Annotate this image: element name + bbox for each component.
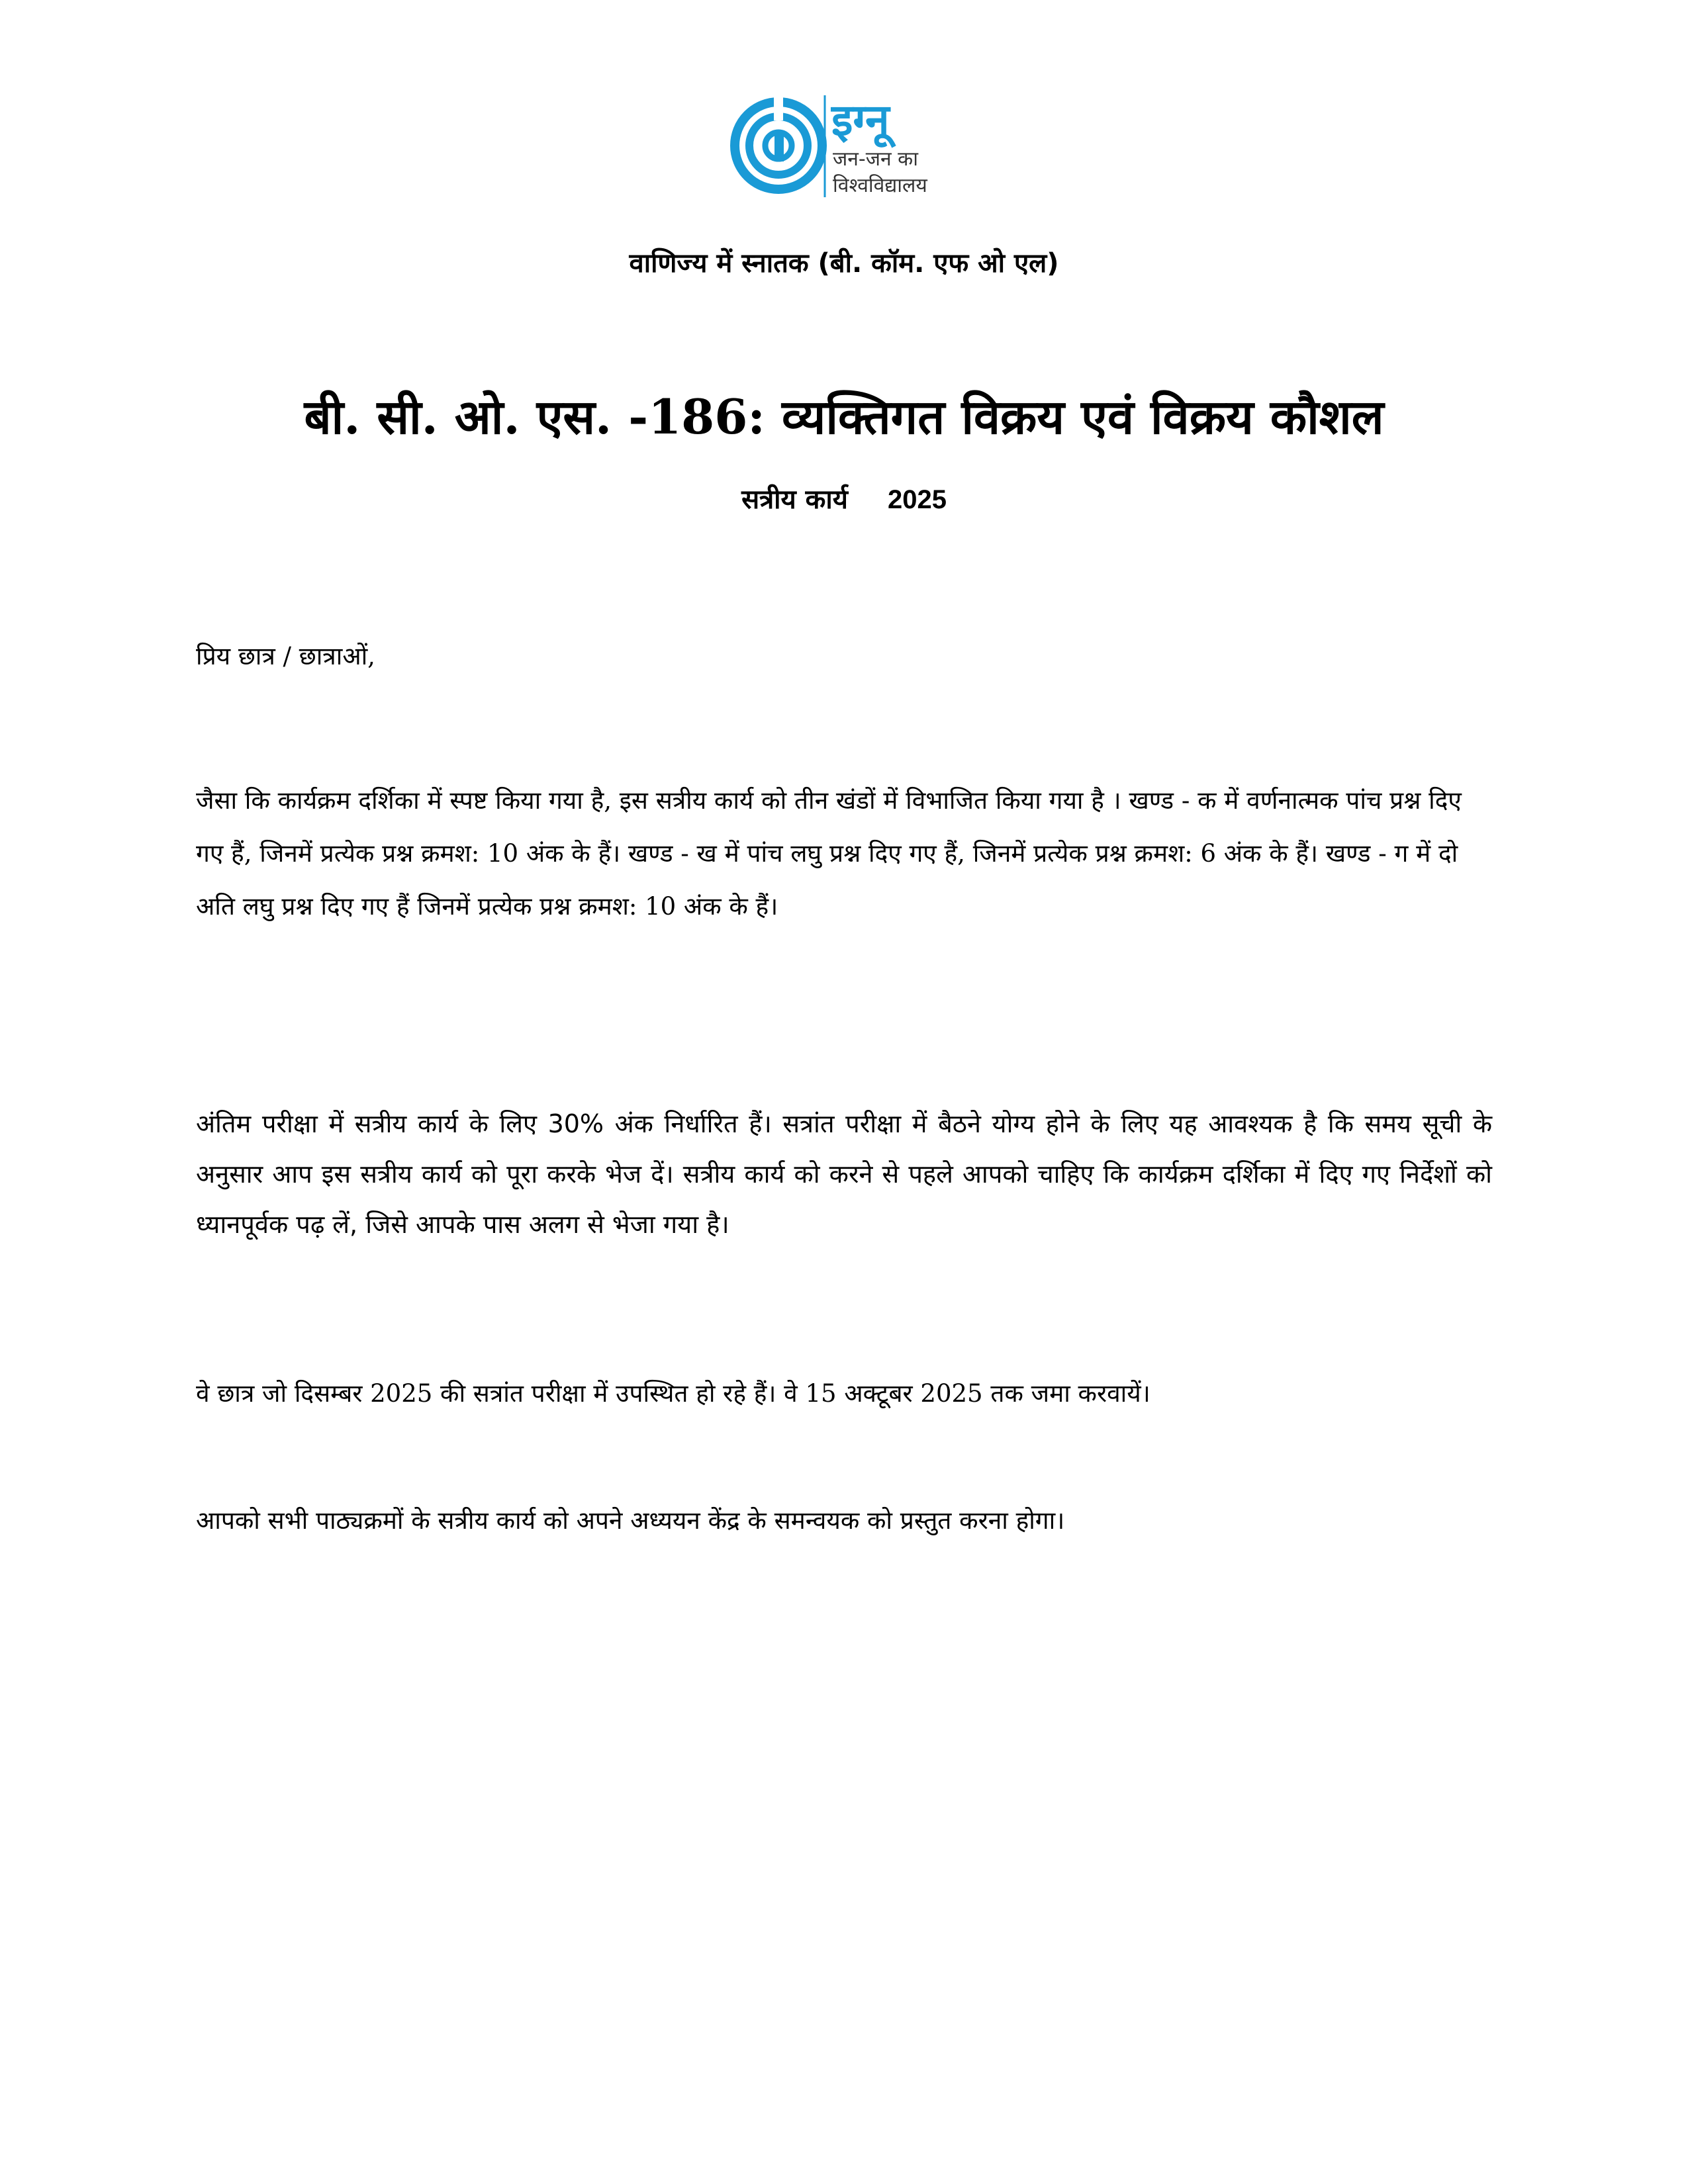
- paragraph-submission: आपको सभी पाठ्यक्रमों के सत्रीय कार्य को अपने अध्ययन केंद्र के समन्वयक को प्रस्तुत करना होगा।: [196, 1506, 1065, 1535]
- paragraph-exam-weightage: अंतिम परीक्षा में सत्रीय कार्य के लिए 30% अंक निर्धारित हैं। सत्रांत परीक्षा में बैठने योग्य होने के लिए यह आवश्यक है कि समय सूची के अनुसार आप इस सत्रीय कार्य को पूरा करके भेज दें। सत्रीय कार्य को करने से पहले आपको चाहिए कि कार्यक्रम दर्शिका में दिए गए निर्देशों को ध्यानपूर्वक पढ़ लें, जिसे आपके पास अलग से भेजा गया है।: [196, 1109, 1492, 1239]
- logo-name: इग्नू: [831, 95, 890, 146]
- course-title: बी. सी. ओ. एस. -186: व्यक्तिगत विक्रय एवं विक्रय कौशल: [304, 388, 1384, 445]
- ignou-logo: [727, 91, 965, 204]
- logo-tagline-2: विश्वविद्यालय: [833, 174, 927, 197]
- greeting: प्रिय छात्र / छात्राओं,: [196, 642, 375, 670]
- assignment-label: सत्रीय कार्य: [741, 484, 848, 515]
- paragraph-sections: जैसा कि कार्यक्रम दर्शिका में स्पष्ट किया गया है, इस सत्रीय कार्य को तीन खंडों में विभाजित किया गया है । खण्ड - क में वर्णनात्मक पांच प्रश्न दिए गए हैं, जिनमें प्रत्येक प्रश्न क्रमश: 10 अंक के हैं। खण्ड - ख में पांच लघु प्रश्न दिए गए हैं, जिनमें प्रत्येक प्रश्न क्रमश: 6 अंक के हैं। खण्ड - ग में दो अति लघु प्रश्न दिए गए हैं जिनमें प्रत्येक प्रश्न क्रमश: 10 अंक के हैं।: [196, 786, 1462, 921]
- logo-tagline-1: जन-जन का: [833, 148, 918, 171]
- programme-title: वाणिज्य में स्नातक (बी. कॉम. एफ ओ एल): [629, 248, 1059, 279]
- paragraph-deadline: वे छात्र जो दिसम्बर 2025 की सत्रांत परीक्षा में उपस्थित हो रहे हैं। वे 15 अक्टूबर 2025 तक जमा करवायें।: [196, 1379, 1150, 1408]
- assignment-heading: [0, 477, 1688, 523]
- ignou-emblem-icon: [735, 97, 822, 189]
- assignment-year: 2025: [887, 485, 947, 514]
